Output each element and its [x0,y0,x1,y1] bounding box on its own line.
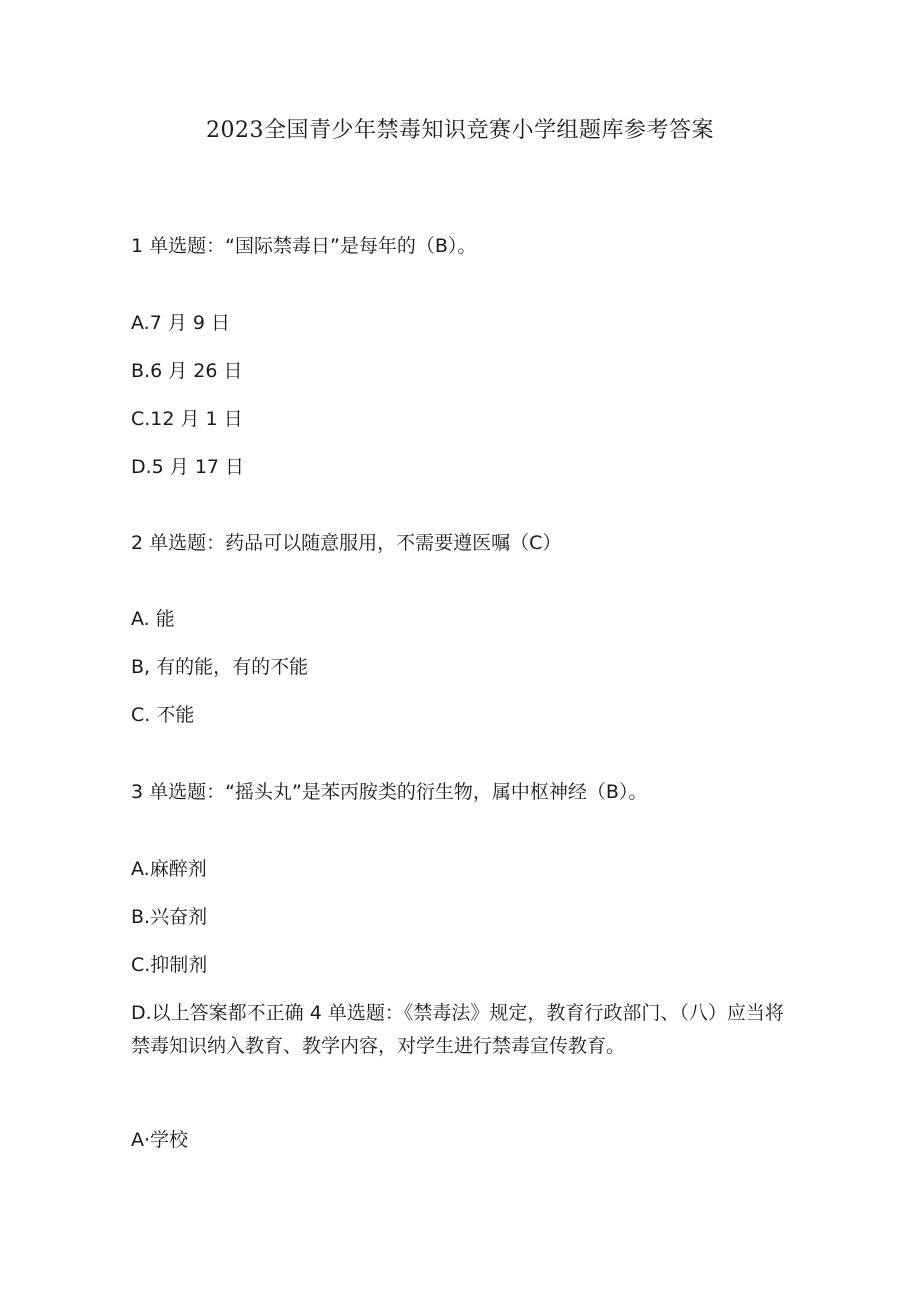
question-3-option-a: A.麻醉剂 [131,858,207,880]
question-2-option-c: C. 不能 [131,704,195,726]
question-2-option-b: B, 有的能，有的不能 [131,656,309,678]
question-3-option-b: B.兴奋剂 [131,906,208,928]
question-3-option-d-and-question-4-stem: D.以上答案都不正确 4 单选题：《禁毒法》规定，教育行政部门、（八）应当将禁毒知识纳入教育、教学内容，对学生进行禁毒宣传教育。 [131,1002,784,1057]
question-1-option-d: D.5 月 17 日 [131,456,245,478]
document-title: 2023全国青少年禁毒知识竞赛小学组题库参考答案 [206,118,714,143]
question-4-option-a: A·学校 [131,1129,189,1151]
question-2-option-a: A. 能 [131,608,175,630]
question-1-option-b: B.6 月 26 日 [131,360,243,382]
question-3-stem: 3 单选题：“摇头丸”是苯丙胺类的衍生物，属中枢神经（B）。 [131,781,648,803]
question-2-stem: 2 单选题：药品可以随意服用，不需要遵医嘱（C） [131,532,562,554]
question-1-option-a: A.7 月 9 日 [131,312,230,334]
question-1-option-c: C.12 月 1 日 [131,408,243,430]
question-1-stem: 1 单选题：“国际禁毒日”是每年的（B）。 [131,235,477,257]
question-3-option-c: C.抑制剂 [131,954,208,976]
